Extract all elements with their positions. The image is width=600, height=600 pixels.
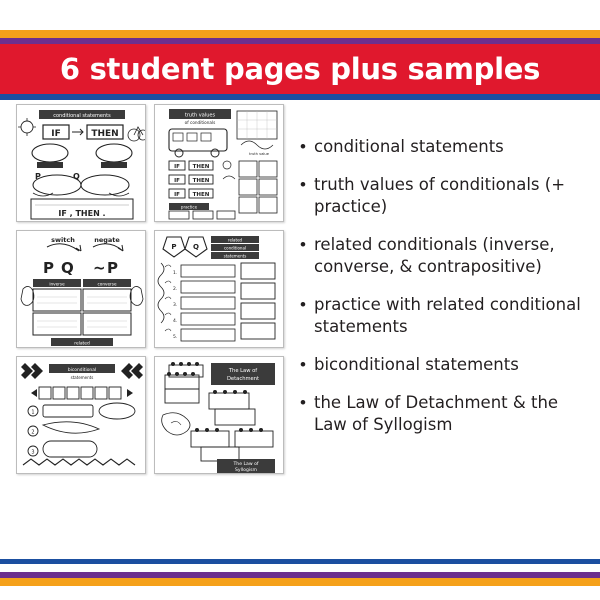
svg-text:3: 3: [31, 449, 35, 456]
svg-text:truth values: truth values: [184, 112, 216, 119]
page-title: 6 student pages plus samples: [59, 52, 541, 86]
svg-text:statements: statements: [70, 375, 94, 380]
svg-text:P: P: [171, 243, 177, 251]
title-banner: [0, 44, 600, 94]
svg-text:4.: 4.: [173, 319, 178, 324]
list-item-label: truth values of conditionals (+ practice): [314, 175, 566, 216]
bullet-icon: •: [300, 355, 306, 374]
svg-text:~: ~: [93, 259, 106, 277]
list-item: [300, 354, 588, 376]
svg-text:conditional statements: conditional statements: [53, 113, 111, 119]
list-item: [300, 392, 588, 436]
thumbnail-conditional-statements[interactable]: [16, 104, 146, 222]
thumbnail-grid: [16, 104, 284, 474]
svg-text:related: related: [227, 237, 243, 243]
svg-text:5.: 5.: [173, 335, 178, 340]
svg-text:conditional: conditional: [223, 245, 247, 251]
svg-text:truth value: truth value: [249, 152, 269, 156]
svg-text:switch: switch: [51, 236, 75, 244]
bullet-icon: •: [300, 175, 306, 194]
thumbnail-law-of-detachment[interactable]: [154, 356, 284, 474]
bullet-icon: •: [300, 295, 306, 314]
svg-text:IF: IF: [174, 164, 180, 170]
svg-text:of conditionals: of conditionals: [184, 120, 216, 125]
svg-text:IF: IF: [174, 178, 180, 184]
thumbnail-related-practice[interactable]: [154, 230, 284, 348]
svg-text:Q: Q: [61, 259, 74, 277]
bullet-icon: •: [300, 137, 306, 156]
svg-text:Q: Q: [73, 172, 80, 181]
list-item: [300, 136, 588, 158]
list-item: [300, 234, 588, 278]
svg-text:1.: 1.: [173, 271, 178, 276]
svg-text:THEN: THEN: [91, 129, 119, 139]
svg-text:related: related: [74, 341, 90, 347]
bullet-icon: •: [300, 393, 306, 412]
svg-text:IF , THEN .: IF , THEN .: [58, 209, 106, 218]
svg-text:negate: negate: [94, 236, 120, 244]
svg-text:2.: 2.: [173, 287, 178, 292]
thumbnail-related-conditionals[interactable]: [16, 230, 146, 348]
list-item: [300, 174, 588, 218]
bottom-blue-bar: [0, 559, 600, 564]
list-item-label: related conditionals (inverse, converse, & contrapositive): [314, 235, 555, 276]
list-item-label: the Law of Detachment & the Law of Syllogism: [314, 393, 559, 434]
feature-list: [300, 136, 588, 452]
svg-text:3.: 3.: [173, 303, 178, 308]
svg-text:P: P: [43, 259, 54, 277]
list-item-label: practice with related conditional statements: [314, 295, 581, 336]
svg-text:P: P: [107, 259, 118, 277]
list-item-label: conditional statements: [314, 137, 504, 156]
svg-text:Q: Q: [193, 243, 199, 251]
bullet-icon: •: [300, 235, 306, 254]
svg-text:inverse: inverse: [49, 281, 65, 287]
svg-text:The Law of: The Law of: [233, 462, 259, 467]
svg-text:2: 2: [31, 429, 35, 436]
title-bottom-blue-bar: [0, 94, 600, 100]
svg-text:P: P: [35, 172, 41, 181]
svg-text:practice: practice: [180, 204, 198, 210]
list-item: [300, 294, 588, 338]
svg-text:Syllogism: Syllogism: [234, 468, 258, 473]
svg-text:statements: statements: [223, 253, 247, 259]
bottom-orange-bar: [0, 578, 600, 586]
svg-text:biconditional: biconditional: [67, 368, 97, 373]
list-item-label: biconditional statements: [314, 355, 519, 374]
svg-text:IF: IF: [174, 192, 180, 198]
thumbnail-truth-values[interactable]: [154, 104, 284, 222]
svg-text:converse: converse: [97, 281, 117, 287]
svg-text:THEN: THEN: [192, 164, 210, 170]
svg-text:THEN: THEN: [192, 192, 210, 198]
thumbnail-biconditional-statements[interactable]: [16, 356, 146, 474]
svg-text:THEN: THEN: [192, 178, 210, 184]
svg-text:1: 1: [31, 409, 35, 416]
svg-text:Detachment: Detachment: [226, 376, 260, 382]
svg-text:IF: IF: [51, 129, 61, 139]
top-orange-bar: [0, 30, 600, 38]
svg-text:The Law of: The Law of: [228, 368, 258, 374]
